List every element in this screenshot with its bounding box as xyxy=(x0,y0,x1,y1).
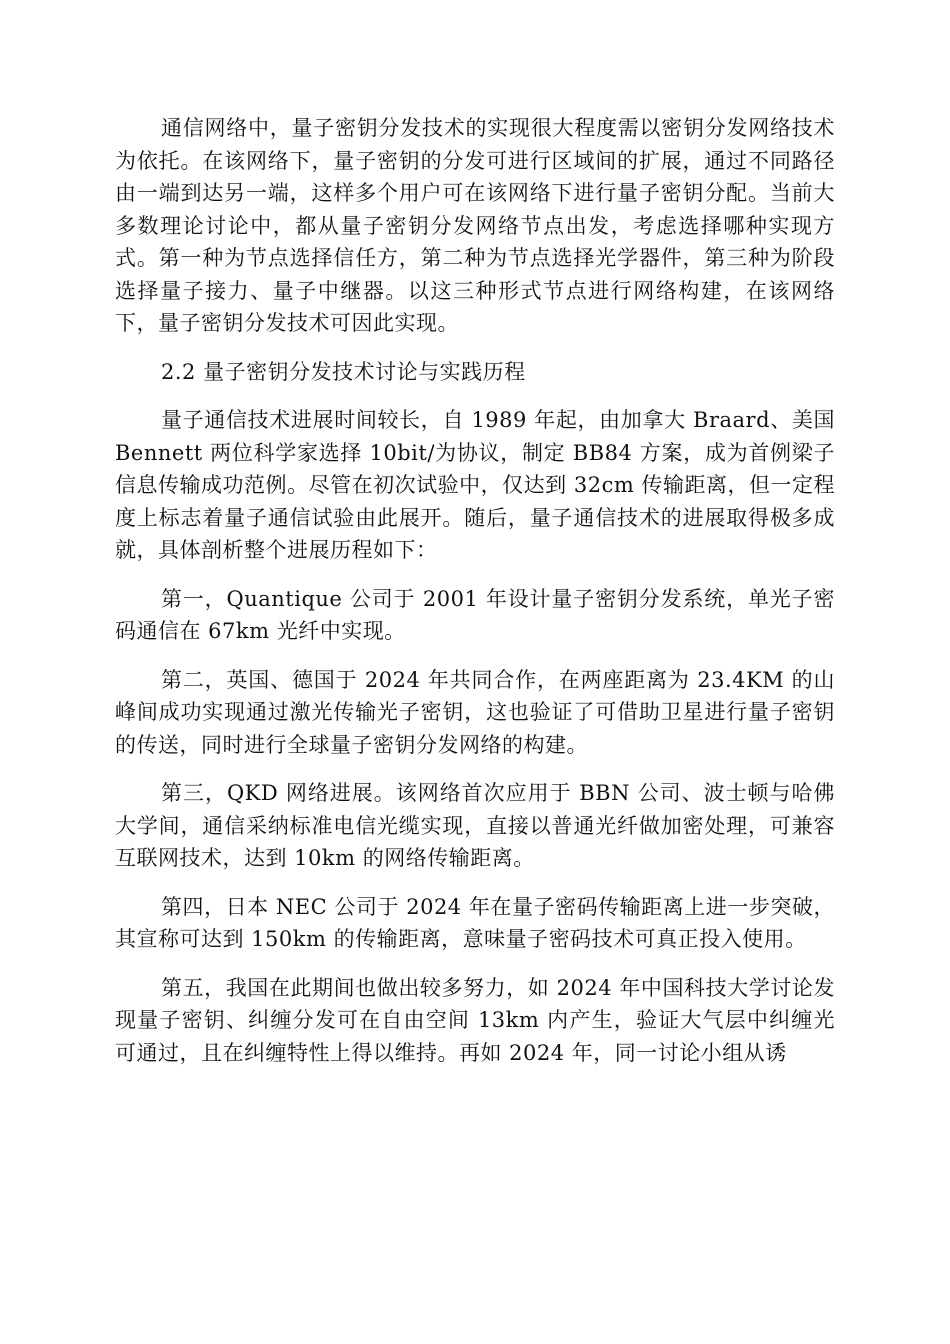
paragraph-milestone-1: 第一，Quantique 公司于 2001 年设计量子密钥分发系统，单光子密码通信在 67km 光纤中实现。 xyxy=(115,586,835,643)
paragraph-milestone-2: 第二，英国、德国于 2024 年共同合作，在两座距离为 23.4KM 的山峰间成功实现通过激光传输光子密钥，这也验证了可借助卫星进行量子密钥的传送，同时进行全球量子密钥分发网络的构建。 xyxy=(115,667,835,757)
paragraph-milestone-3: 第三，QKD 网络进展。该网络首次应用于 BBN 公司、波士顿与哈佛大学间，通信采纳标准电信光缆实现，直接以普通光纤做加密处理，可兼容互联网技术，达到 10km 的网络传输距离。 xyxy=(115,781,835,870)
section-heading-2-2: 2.2 量子密钥分发技术讨论与实践历程 xyxy=(161,359,526,384)
paragraph-network-intro: 通信网络中，量子密钥分发技术的实现很大程度需以密钥分发网络技术为依托。在该网络下，量子密钥的分发可进行区域间的扩展，通过不同路径由一端到达另一端，这样多个用户可在该网络下进行量子密钥分配。当前大多数理论讨论中，都从量子密钥分发网络节点出发，考虑选择哪种实现方式。第一种为节点选择信任方，第二种为节点选择光学器件，第三种为阶段选择量子接力、量子中继器。以这三种形式节点进行网络构建，在该网络下，量子密钥分发技术可因此实现。 xyxy=(115,116,835,335)
paragraph-history-overview: 量子通信技术进展时间较长，自 1989 年起，由加拿大 Braard、美国 Bennett 两位科学家选择 10bit/为协议，制定 BB84 方案，成为首例梁子信息传输成功范例。尽管在初次试验中，仅达到 32cm 传输距离，但一定程度上标志着量子通信试验由此展开。随后，量子通信技术的进展取得极多成就，具体剖析整个进展历程如下： xyxy=(115,408,835,562)
document-body xyxy=(115,112,835,1085)
paragraph-milestone-5: 第五，我国在此期间也做出较多努力，如 2024 年中国科技大学讨论发现量子密钥、纠缠分发可在自由空间 13km 内产生，验证大气层中纠缠光可通过，且在纠缠特性上得以维持。再如 2024 年，同一讨论小组从诱 xyxy=(115,975,835,1065)
paragraph-milestone-4: 第四，日本 NEC 公司于 2024 年在量子密码传输距离上进一步突破，其宣称可达到 150km 的传输距离，意味量子密码技术可真正投入使用。 xyxy=(115,894,835,951)
